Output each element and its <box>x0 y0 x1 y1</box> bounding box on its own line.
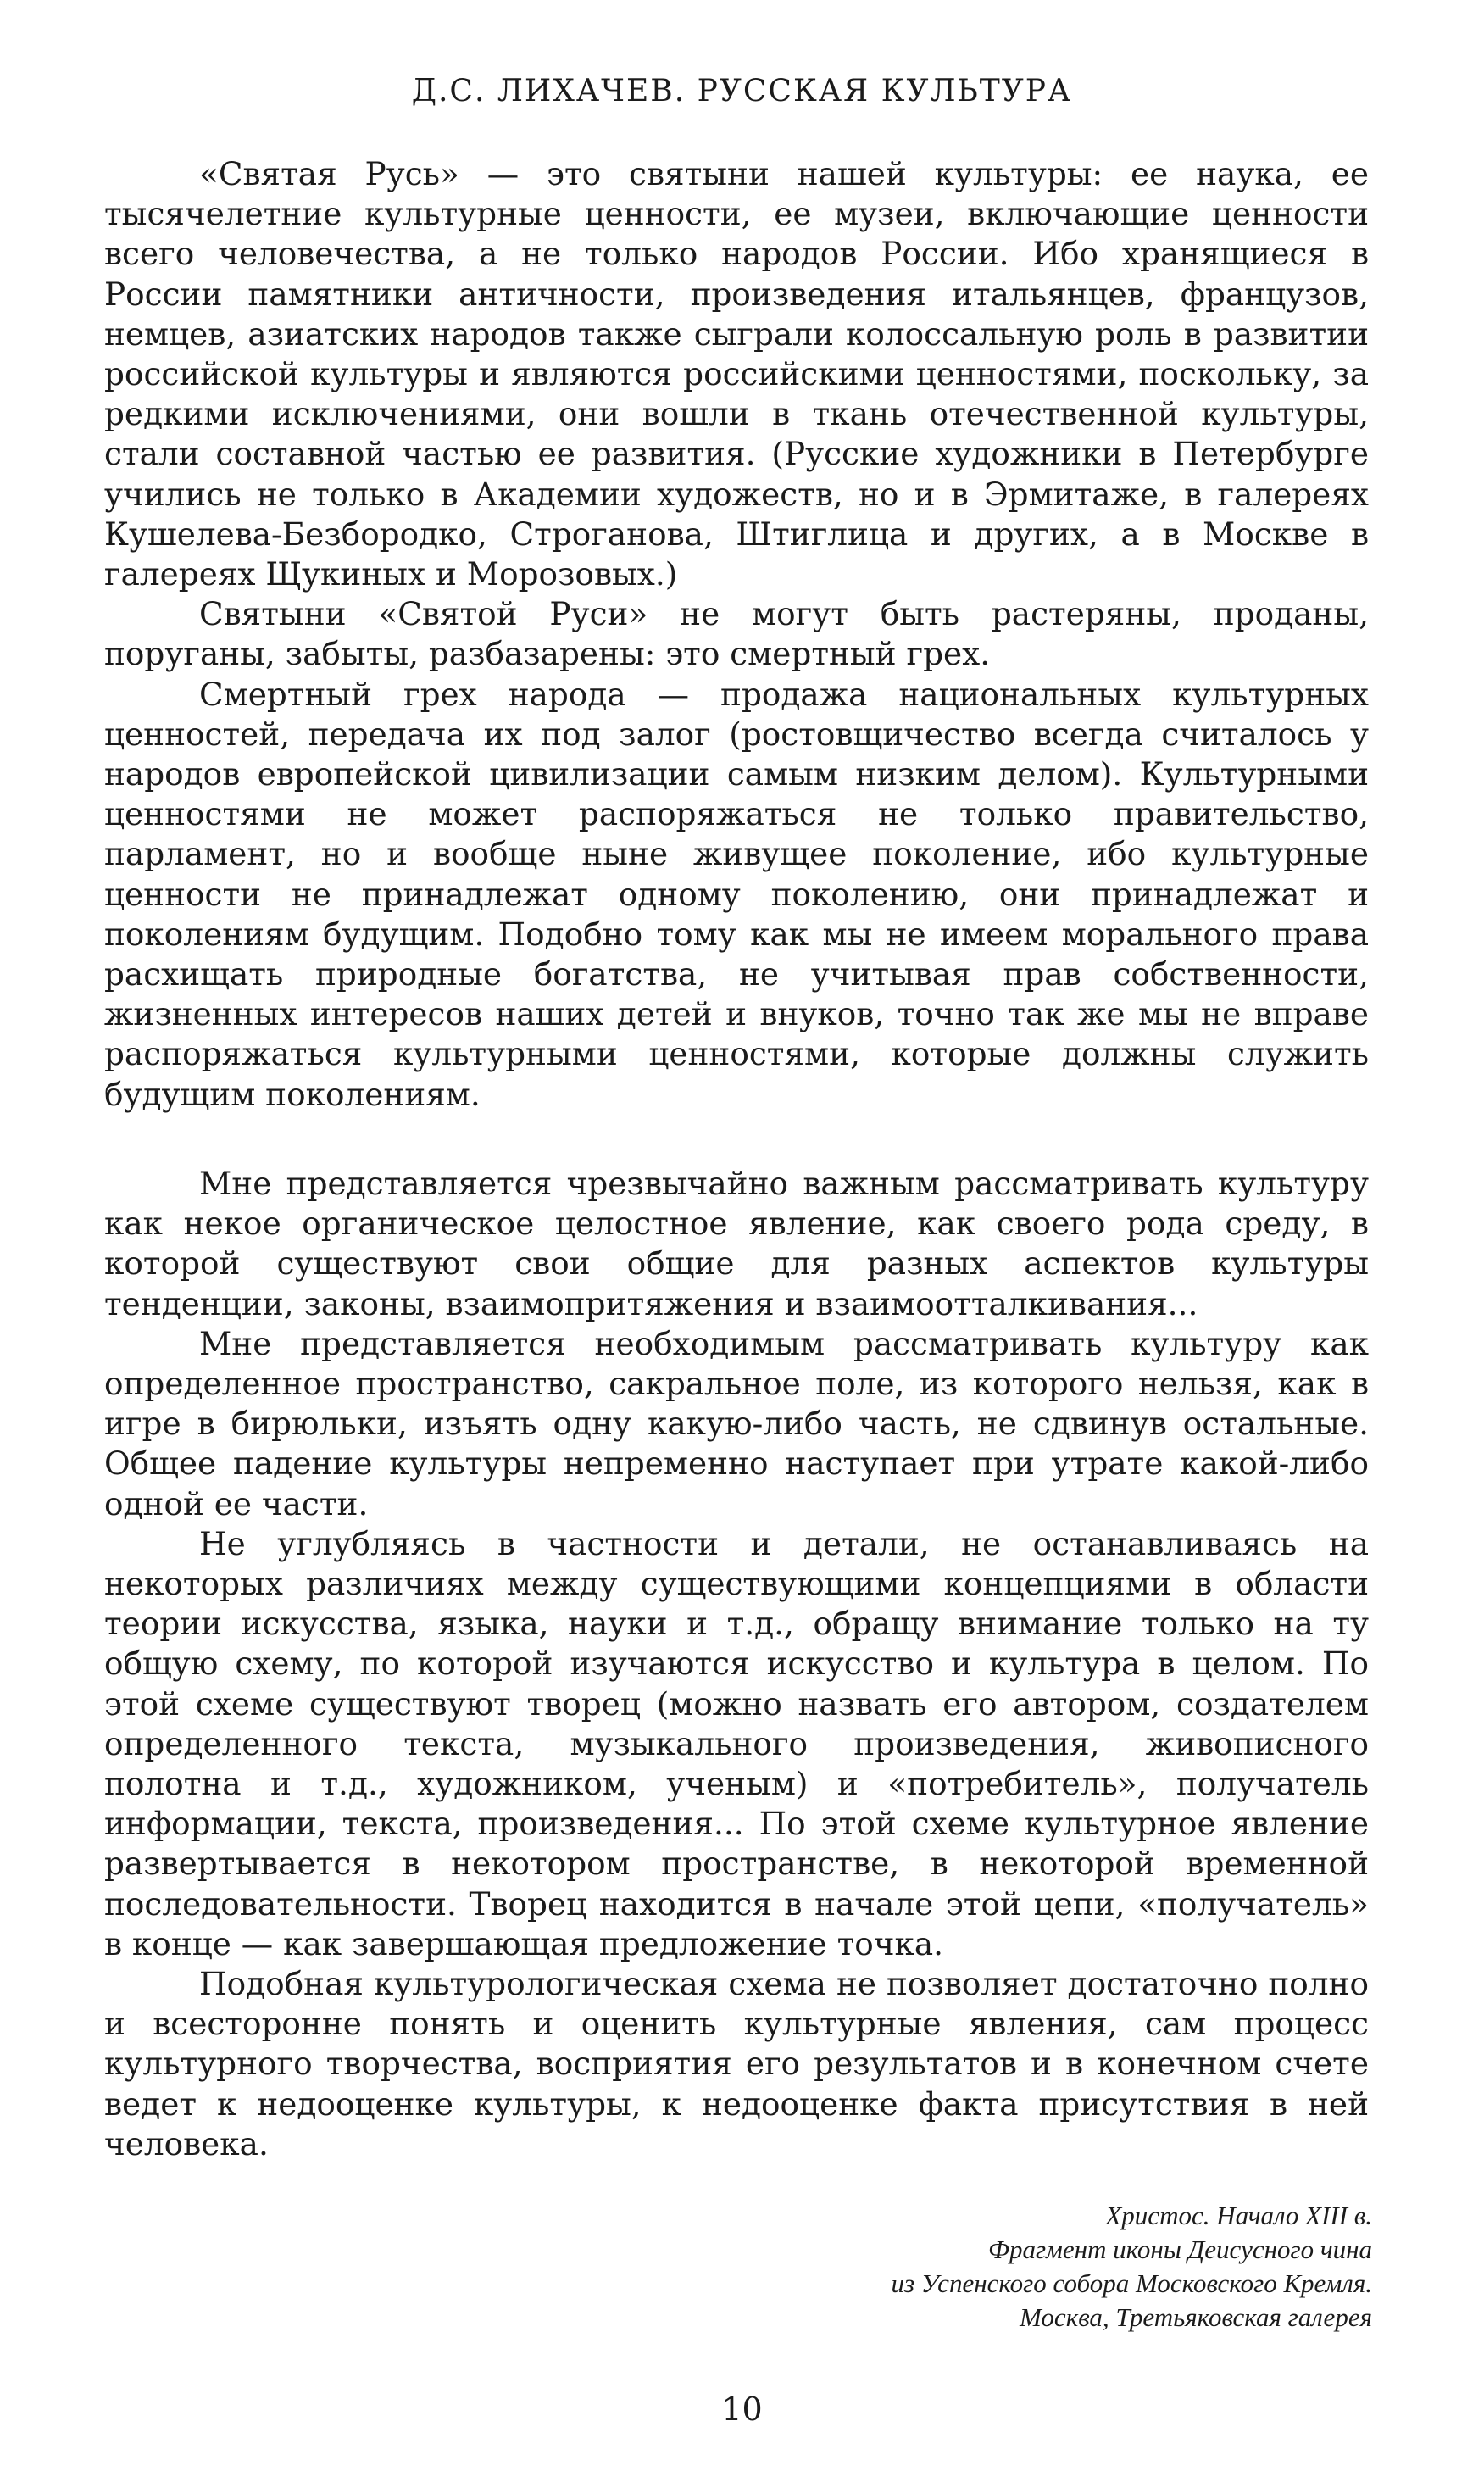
running-head: Д.С. ЛИХАЧЕВ. РУССКАЯ КУЛЬТУРА <box>411 74 1073 109</box>
paragraph: Святыни «Святой Руси» не могут быть растеряны, проданы, поруганы, забыты, разбазарены: это смертный грех. <box>104 595 1369 673</box>
paragraph: Мне представляется чрезвычайно важным рассматривать культуру как некое органическое целостное явление, как своего рода среду, в которой существуют свои общие для разных аспектов культуры тенденции, законы, взаимопритяжения и взаимоотталкивания... <box>104 1165 1369 1322</box>
page-number: 10 <box>721 2391 763 2428</box>
paragraph: «Святая Русь» — это святыни нашей культуры: ее наука, ее тысячелетние культурные ценности, ее музеи, включающие ценности всего человечества, а не только народов России. Ибо хранящиеся в России памятники античности, произведения итальянцев, французов, немцев, азиатских народов также сыграли колоссальную роль в развитии российской культуры и являются российскими ценностями, поскольку, за редкими исключениями, они вошли в ткань отечественной культуры, стали составной частью ее развития. (Русские художники в Петербурге учились не только в Академии художеств, но и в Эрмитаже, в галереях Кушелева-Безбородко, Строганова, Штиглица и других, а в Москве в галереях Щукиных и Морозовых.) <box>104 155 1369 593</box>
paragraph: Мне представляется необходимым рассматривать культуру как определенное пространство, сакральное поле, из которого нельзя, как в игре в бирюльки, изъять одну какую-либо часть, не сдвинув остальные. Общее падение культуры непременно наступает при утрате какой-либо одной ее части. <box>104 1324 1369 1522</box>
caption-line: Фрагмент иконы Деисусного чина <box>988 2235 1372 2264</box>
text-block-lower <box>104 1164 1369 2164</box>
caption-line: Москва, Третьяковская галерея <box>1020 2302 1372 2332</box>
caption-line: Христос. Начало XIII в. <box>1105 2201 1372 2230</box>
paragraph: Не углубляясь в частности и детали, не останавливаясь на некоторых различиях между существующими концепциями в области теории искусства, языка, науки и т.д., обращу внимание только на ту общую схему, по которой изучаются искусство и культура в целом. По этой схеме существуют творец (можно назвать его автором, создателем определенного текста, музыкального произведения, живописного полотна и т.д., художником, ученым) и «потребитель», получатель информации, текста, произведения... По этой схеме культурное явление развертывается в некотором пространстве, в некоторой временной последовательности. Творец находится в начале этой цепи, «получатель» в конце — как завершающая предложение точка. <box>104 1524 1369 1962</box>
illustration-caption <box>609 2199 1372 2335</box>
paragraph: Подобная культурологическая схема не позволяет достаточно полно и всесторонне понять и оценить культурные явления, сам процесс культурного творчества, восприятия его результатов и в конечном счете ведет к недооценке культуры, к недооценке факта присутствия в ней человека. <box>104 1965 1369 2162</box>
text-block-upper <box>104 154 1369 1115</box>
caption-line: из Успенского собора Московского Кремля. <box>891 2268 1372 2298</box>
paragraph: Смертный грех народа — продажа национальных культурных ценностей, передача их под залог (ростовщичество всегда считалось у народов европейской цивилизации самым низким делом). Культурными ценностями не может распоряжаться не только правительство, парламент, но и вообще ныне живущее поколение, ибо культурные ценности не принадлежат одному поколению, они принадлежат и поколениям будущим. Подобно тому как мы не имеем морального права расхищать природные богатства, не учитывая прав собственности, жизненных интересов наших детей и внуков, точно так же мы не вправе распоряжаться культурными ценностями, которые должны служить будущим поколениям. <box>104 675 1369 1113</box>
